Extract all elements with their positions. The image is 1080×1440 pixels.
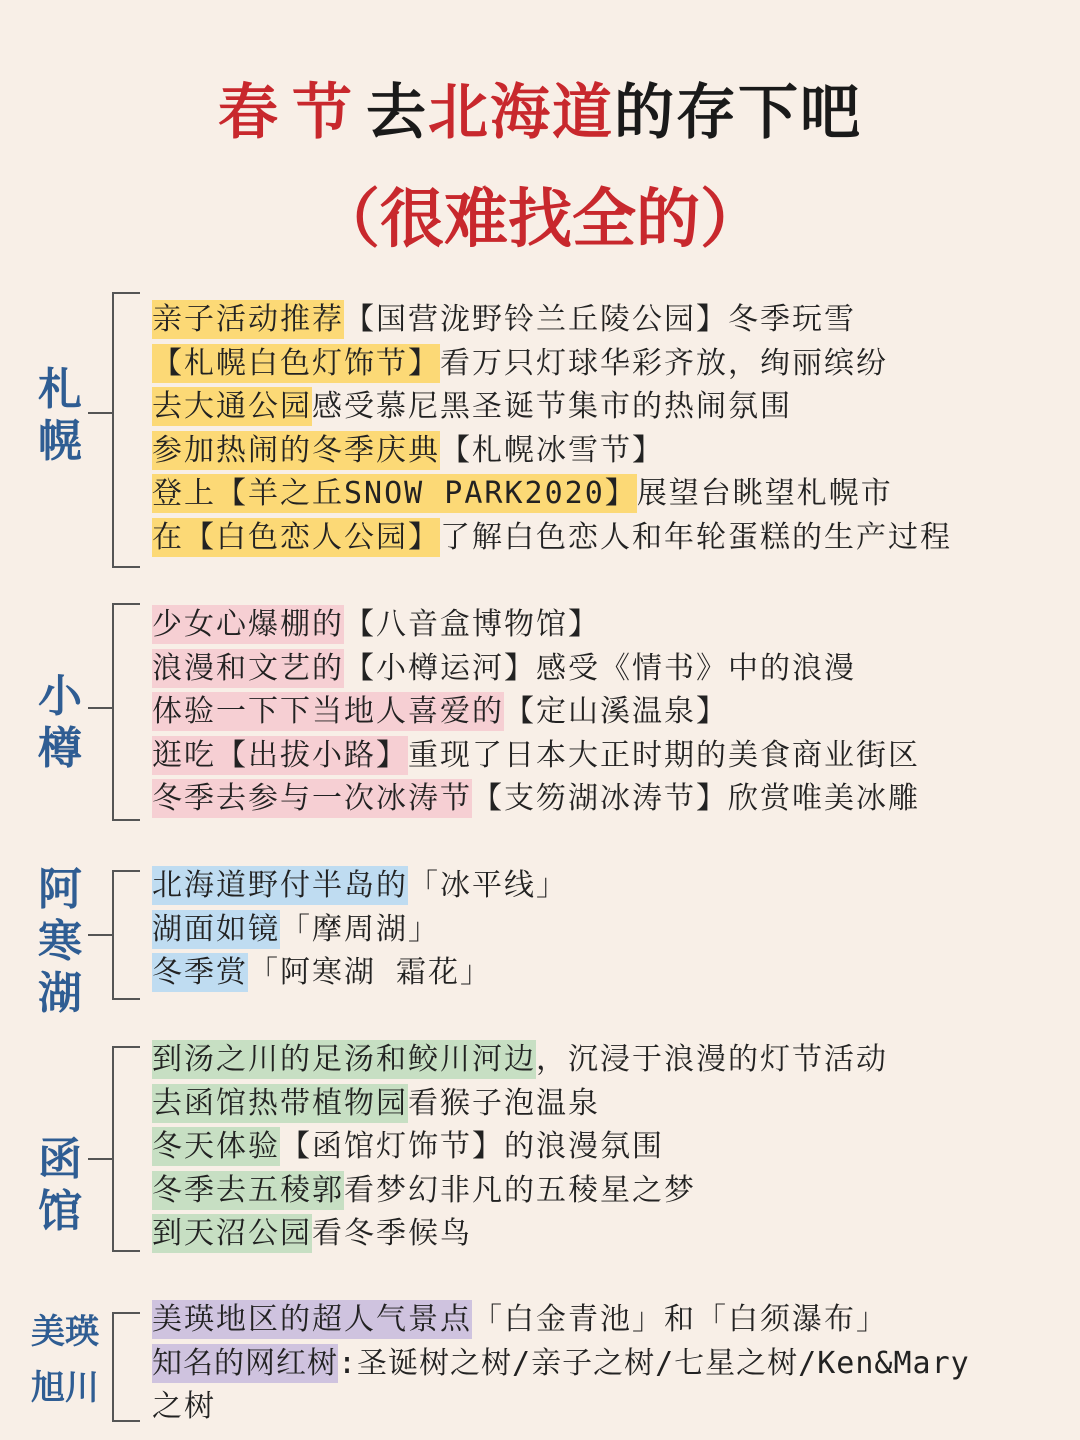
highlight: 湖面如镜 (152, 911, 280, 947)
list-item (152, 1038, 1060, 1082)
title-part-spring-festival: 春节 (218, 78, 366, 148)
section-label (30, 671, 90, 775)
highlight: 去函馆热带植物园 (152, 1085, 408, 1121)
highlight: 少女心爆棚的 (152, 607, 344, 642)
item-text: 感受慕尼黑圣诞节集市的热闹氛围 (312, 389, 792, 424)
item-text: 看梦幻非凡的五稜星之梦 (344, 1172, 696, 1208)
section-lines (152, 864, 1060, 995)
list-item (152, 690, 1060, 734)
title-part-go: 去 (366, 78, 428, 148)
section-otaru (0, 603, 1080, 825)
list-item (152, 908, 1060, 952)
bracket-tick (88, 1158, 112, 1160)
item-text: 之树 (152, 1389, 216, 1424)
section-sapporo (0, 292, 1080, 572)
item-text: 【小樽运河】感受《情书》中的浪漫 (344, 650, 856, 686)
bracket (112, 292, 140, 568)
page-subtitle: （很难找全的） (316, 183, 764, 257)
list-item (152, 298, 1060, 342)
highlight: 美瑛地区的超人气景点 (152, 1302, 472, 1337)
section-label-line2: 旭川 (31, 1368, 99, 1408)
section-label-text: 札幌 (38, 364, 82, 467)
item-text: ，沉浸于浪漫的灯节活动 (536, 1042, 888, 1077)
item-text: 「冰平线」 (408, 868, 568, 903)
highlight: 浪漫和文艺的 (152, 650, 344, 686)
item-text: 重现了日本大正时期的美食商业街区 (408, 737, 920, 773)
list-item (152, 1298, 1060, 1342)
highlight: 去大通公园 (152, 389, 312, 424)
highlight: 到汤之川的足汤和鲛川河边 (152, 1042, 536, 1077)
item-text: :圣诞树之树/亲子之树/七星之树/Ken&Mary (338, 1345, 970, 1381)
item-text: 「白金青池」和「白须瀑布」 (472, 1302, 888, 1337)
highlight: 参加热闹的冬季庆典 (152, 432, 440, 468)
page-title (0, 58, 1080, 168)
highlight: 逛吃【出拔小路】 (152, 737, 408, 773)
list-item (152, 1385, 1060, 1429)
section-akan-lake (0, 864, 1080, 1019)
item-text: 「阿寒湖 霜花」 (248, 955, 493, 990)
list-item (152, 647, 1060, 691)
highlight: 在【白色恋人公园】 (152, 519, 440, 555)
list-item (152, 472, 1060, 516)
bracket-tick (88, 412, 112, 414)
list-item (152, 1342, 1060, 1386)
section-label (28, 1310, 102, 1410)
item-text: 看猴子泡温泉 (408, 1085, 600, 1121)
list-item (152, 603, 1060, 647)
item-text: 「摩周湖」 (280, 911, 440, 947)
list-item (152, 734, 1060, 778)
section-biei-asahikawa (0, 1298, 1080, 1426)
bracket (112, 1312, 140, 1422)
section-hakodate (0, 1038, 1080, 1254)
highlight: 登上【羊之丘SNOW PARK2020】 (152, 476, 637, 511)
list-item (152, 1212, 1060, 1256)
bracket (112, 603, 140, 821)
list-item (152, 1169, 1060, 1213)
section-label-line1: 美瑛 (31, 1312, 99, 1352)
highlight: 亲子活动推荐 (152, 302, 344, 337)
list-item (152, 1125, 1060, 1169)
item-text: 看冬季候鸟 (312, 1216, 472, 1251)
item-text: 【定山溪温泉】 (504, 694, 728, 729)
highlight: 【札幌白色灯饰节】 (152, 345, 440, 381)
item-text: 【支笏湖冰涛节】欣赏唯美冰雕 (472, 781, 920, 816)
section-label-text: 阿寒湖 (38, 864, 82, 1019)
highlight: 冬天体验 (152, 1129, 280, 1164)
item-text: 【札幌冰雪节】 (440, 432, 664, 468)
list-item (152, 951, 1060, 995)
item-text: 【国营泷野铃兰丘陵公园】冬季玩雪 (344, 302, 856, 337)
bracket-tick (88, 707, 112, 709)
highlight: 知名的网红树 (152, 1345, 338, 1381)
highlight: 到天沼公园 (152, 1216, 312, 1251)
highlight: 北海道野付半岛的 (152, 868, 408, 903)
title-part-hokkaido: 北海道 (428, 78, 614, 148)
item-text: 展望台眺望札幌市 (636, 476, 893, 511)
list-item (152, 385, 1060, 429)
list-item (152, 342, 1060, 386)
title-part-save: 的存下吧 (614, 78, 862, 148)
list-item (152, 777, 1060, 821)
item-text: 了解白色恋人和年轮蛋糕的生产过程 (440, 519, 952, 555)
list-item (152, 1082, 1060, 1126)
section-label (30, 864, 90, 1020)
section-lines (152, 1298, 1060, 1429)
item-text: 【八音盒博物馆】 (344, 607, 600, 642)
section-lines (152, 298, 1060, 559)
section-label (30, 364, 90, 468)
bracket-tick (88, 934, 112, 936)
highlight: 体验一下下当地人喜爱的 (152, 694, 504, 729)
section-lines (152, 1038, 1060, 1256)
highlight: 冬季去参与一次冰涛节 (152, 781, 472, 816)
section-label-text: 小樽 (38, 671, 82, 774)
highlight: 冬季赏 (152, 955, 248, 990)
section-label-text: 函馆 (38, 1134, 82, 1237)
item-text: 看万只灯球华彩齐放，绚丽缤纷 (440, 345, 888, 381)
list-item (152, 429, 1060, 473)
list-item (152, 864, 1060, 908)
bracket (112, 870, 140, 1000)
list-item (152, 516, 1060, 560)
section-label (30, 1134, 90, 1238)
item-text: 【函馆灯饰节】的浪漫氛围 (280, 1129, 664, 1164)
section-lines (152, 603, 1060, 821)
highlight: 冬季去五稜郭 (152, 1172, 344, 1208)
bracket (112, 1046, 140, 1252)
